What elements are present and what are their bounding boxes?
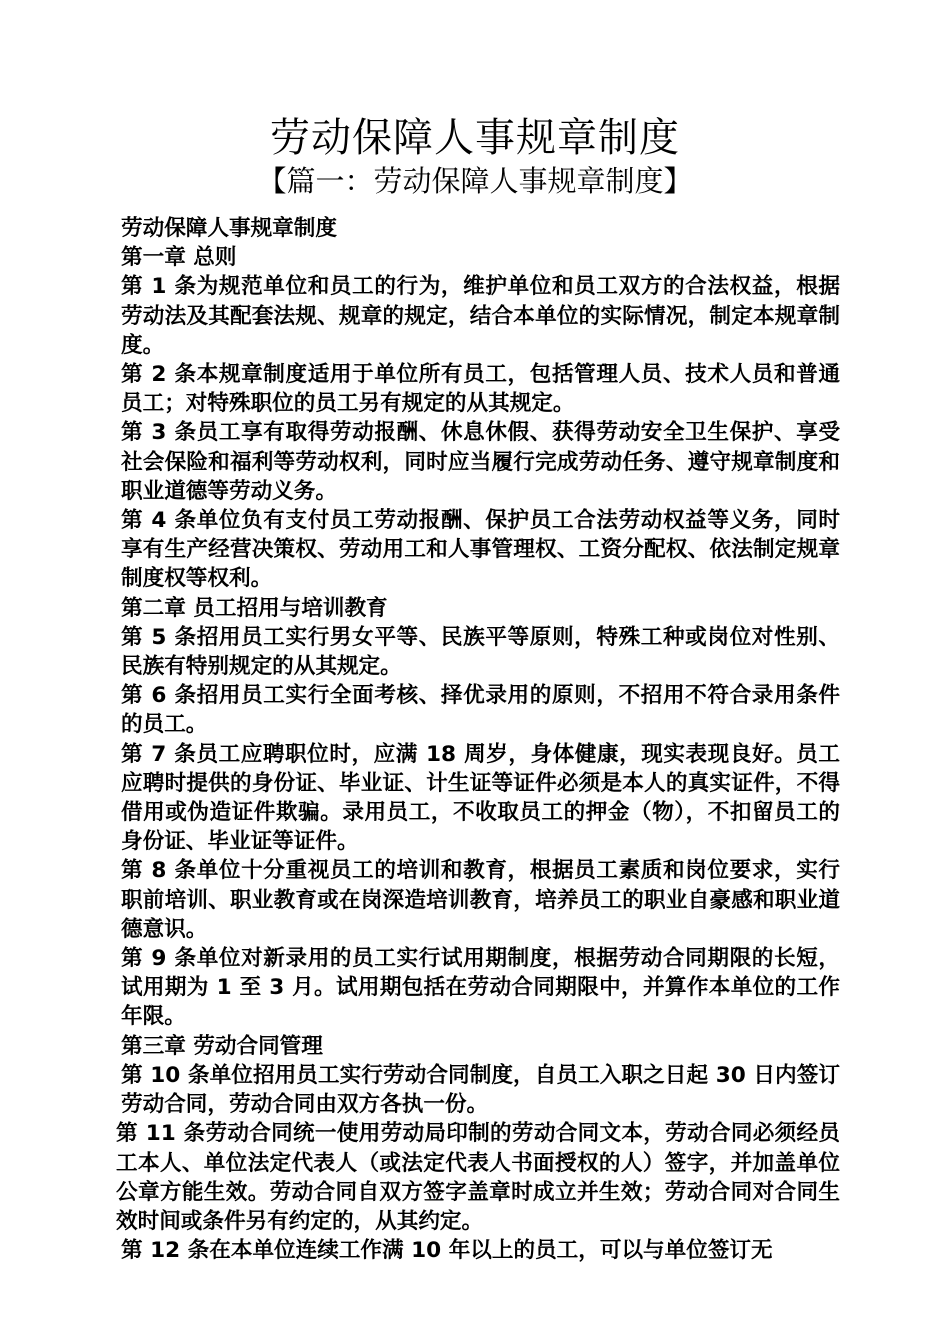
paragraph: 第一章 总则 bbox=[121, 245, 237, 271]
paragraph: 第二章 员工招用与培训教育 bbox=[121, 595, 388, 621]
paragraph: 第三章 劳动合同管理 bbox=[121, 1033, 323, 1059]
paragraph: 第 3 条员工享有取得劳动报酬、休息休假、获得劳动安全卫生保护、享受社会保险和福利等劳动权利，同时应当履行完成劳动任务、遵守规章制度和职业道德等劳动义务。 bbox=[121, 420, 840, 504]
document-title: 劳动保障人事规章制度 bbox=[270, 115, 680, 161]
paragraph: 第 8 条单位十分重视员工的培训和教育，根据员工素质和岗位要求，实行职前培训、职业教育或在岗深造培训教育，培养员工的职业自豪感和职业道德意识。 bbox=[121, 858, 840, 942]
paragraph: 第 5 条招用员工实行男女平等、民族平等原则，特殊工种或岗位对性别、民族有特别规定的从其规定。 bbox=[121, 624, 840, 680]
paragraph: 第 10 条单位招用员工实行劳动合同制度，自员工入职之日起 30 日内签订劳动合同，劳动合同由双方各执一份。 bbox=[121, 1062, 840, 1118]
paragraph: 第 7 条员工应聘职位时，应满 18 周岁，身体健康，现实表现良好。员工应聘时提供的身份证、毕业证、计生证等证件必须是本人的真实证件，不得借用或伪造证件欺骗。录用员工，不收取员工的押金（物），不扣留员工的身份证、毕业证等证件。 bbox=[121, 741, 840, 855]
paragraph: 第 4 条单位负有支付员工劳动报酬、保护员工合法劳动权益等义务，同时享有生产经营决策权、劳动用工和人事管理权、工资分配权、依法制定规章制度权等权利。 bbox=[121, 508, 840, 592]
paragraph: 第 11 条劳动合同统一使用劳动局印制的劳动合同文本，劳动合同必须经员工本人、单位法定代表人（或法定代表人书面授权的人）签字，并加盖单位公章方能生效。劳动合同自双方签字盖章时成立并生效；劳动合同对合同生效时间或条件另有约定的，从其约定。 bbox=[116, 1121, 840, 1234]
paragraph: 劳动保障人事规章制度 bbox=[121, 216, 337, 241]
paragraph: 第 2 条本规章制度适用于单位所有员工，包括管理人员、技术人员和普通员工；对特殊职位的员工另有规定的从其规定。 bbox=[121, 362, 840, 417]
paragraph: 第 12 条在本单位连续工作满 10 年以上的员工，可以与单位签订无 bbox=[121, 1238, 773, 1264]
paragraph: 第 9 条单位对新录用的员工实行试用期制度，根据劳动合同期限的长短，试用期为 1 至 3 月。试用期包括在劳动合同期限中，并算作本单位的工作年限。 bbox=[121, 946, 840, 1030]
document-body bbox=[116, 214, 840, 1265]
paragraph: 第 6 条招用员工实行全面考核、择优录用的原则，不招用不符合录用条件的员工。 bbox=[121, 683, 840, 738]
paragraph: 第 1 条为规范单位和员工的行为，维护单位和员工双方的合法权益，根据劳动法及其配套法规、规章的规定，结合本单位的实际情况，制定本规章制度。 bbox=[121, 274, 840, 358]
document-subtitle: 【篇一：劳动保障人事规章制度】 bbox=[257, 164, 693, 198]
